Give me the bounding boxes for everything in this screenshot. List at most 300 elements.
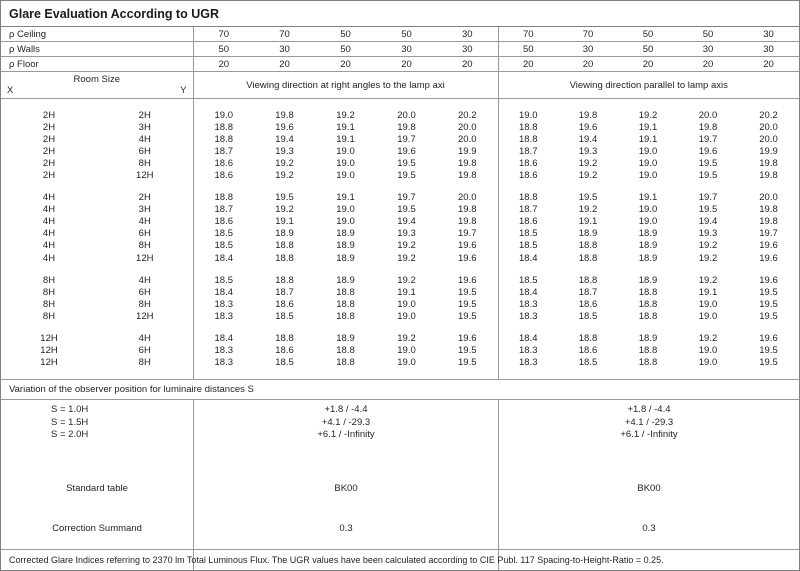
row-y: 6H bbox=[138, 228, 151, 240]
table-row bbox=[1, 345, 799, 357]
cell-right-0: 18.3 bbox=[498, 345, 558, 357]
cell-left-3: 19.6 bbox=[397, 145, 416, 157]
cell-right-1: 19.2 bbox=[578, 157, 598, 169]
spacer-row-bottom bbox=[1, 369, 799, 379]
cell-left-0: 18.7 bbox=[193, 204, 254, 216]
cell-right-4: 19.8 bbox=[759, 170, 778, 182]
table-row bbox=[1, 333, 799, 345]
cell-right-1: 19.3 bbox=[578, 145, 598, 157]
cell-right-3: 19.8 bbox=[698, 121, 718, 133]
cell-right-4: 19.8 bbox=[759, 204, 778, 216]
row-x: 4H bbox=[42, 240, 56, 252]
cell-right-0: 18.4 bbox=[498, 286, 558, 298]
rho-floor-8: 20 bbox=[678, 57, 738, 72]
cell-left-1: 19.2 bbox=[275, 204, 294, 216]
cell-left-2: 19.2 bbox=[336, 109, 355, 121]
rho-walls-6: 30 bbox=[558, 42, 618, 57]
cell-right-2: 18.8 bbox=[638, 345, 658, 357]
row-y: 4H bbox=[138, 216, 151, 228]
cell-left-2: 19.0 bbox=[336, 145, 355, 157]
cell-left-2: 19.1 bbox=[336, 192, 355, 204]
variation-right-1: +4.1 / -29.3 bbox=[624, 416, 674, 428]
variation-label-2: S = 2.0H bbox=[51, 429, 89, 441]
title-bar bbox=[1, 1, 799, 27]
row-x: 12H bbox=[40, 333, 58, 345]
row-y: 6H bbox=[138, 345, 151, 357]
cell-right-1: 19.5 bbox=[578, 192, 598, 204]
row-group-gap bbox=[1, 182, 799, 192]
rho-walls-7: 50 bbox=[618, 42, 678, 57]
cell-left-3: 19.1 bbox=[397, 286, 416, 298]
cell-left-0: 18.5 bbox=[193, 274, 254, 286]
cell-left-2: 19.0 bbox=[336, 216, 355, 228]
cell-right-3: 19.5 bbox=[698, 170, 718, 182]
cell-left-1: 19.6 bbox=[275, 121, 294, 133]
cell-right-4: 20.0 bbox=[759, 133, 778, 145]
cell-right-4: 20.0 bbox=[759, 192, 778, 204]
rho-floor-1: 20 bbox=[254, 57, 315, 72]
ugr-table bbox=[1, 27, 799, 380]
row-x: 4H bbox=[42, 216, 56, 228]
variation-values-perpendicular bbox=[193, 400, 498, 446]
row-y: 8H bbox=[138, 357, 151, 369]
cell-left-3: 19.3 bbox=[397, 228, 416, 240]
cell-right-1: 19.1 bbox=[578, 216, 598, 228]
cell-right-1: 19.8 bbox=[578, 109, 598, 121]
cell-left-3: 19.2 bbox=[397, 274, 416, 286]
cell-left-3: 19.2 bbox=[397, 240, 416, 252]
cell-right-0: 18.4 bbox=[498, 252, 558, 264]
cell-left-4: 19.5 bbox=[458, 286, 477, 298]
cell-left-3: 19.2 bbox=[397, 252, 416, 264]
rho-ceiling-3: 50 bbox=[376, 27, 437, 42]
cell-right-4: 20.0 bbox=[759, 121, 778, 133]
rho-floor-2: 20 bbox=[315, 57, 376, 72]
cell-right-2: 18.9 bbox=[638, 240, 658, 252]
rho-floor-6: 20 bbox=[558, 57, 618, 72]
cell-left-2: 19.1 bbox=[336, 133, 355, 145]
rho-walls-2: 50 bbox=[315, 42, 376, 57]
x-header: X bbox=[7, 85, 14, 97]
rho-walls-3: 30 bbox=[376, 42, 437, 57]
standard-table-right: BK00 bbox=[498, 446, 799, 494]
cell-left-0: 18.3 bbox=[193, 345, 254, 357]
variation-values-parallel bbox=[498, 400, 799, 446]
row-y: 4H bbox=[138, 133, 151, 145]
cell-right-2: 18.8 bbox=[638, 310, 658, 322]
cell-right-4: 19.8 bbox=[759, 157, 778, 169]
cell-right-4: 19.6 bbox=[759, 333, 778, 345]
variation-left-0: +1.8 / -4.4 bbox=[324, 403, 368, 415]
cell-left-3: 19.5 bbox=[397, 157, 416, 169]
row-x: 12H bbox=[40, 357, 58, 369]
rho-floor-5: 20 bbox=[498, 57, 558, 72]
rho-ceiling-7: 50 bbox=[618, 27, 678, 42]
cell-left-0: 18.5 bbox=[193, 228, 254, 240]
cell-right-2: 19.1 bbox=[638, 192, 658, 204]
row-y: 4H bbox=[138, 333, 151, 345]
row-y: 8H bbox=[138, 240, 151, 252]
cell-right-1: 18.6 bbox=[578, 345, 598, 357]
cell-left-2: 18.8 bbox=[336, 310, 355, 322]
room-size-header bbox=[1, 72, 193, 99]
cell-left-0: 18.4 bbox=[193, 252, 254, 264]
cell-left-1: 18.8 bbox=[275, 240, 294, 252]
cell-left-4: 20.0 bbox=[458, 121, 477, 133]
row-x: 4H bbox=[42, 204, 56, 216]
row-x: 2H bbox=[42, 170, 56, 182]
cell-right-0: 18.3 bbox=[498, 298, 558, 310]
cell-right-1: 18.9 bbox=[578, 228, 598, 240]
rho-floor-0: 20 bbox=[193, 57, 254, 72]
cell-right-0: 18.8 bbox=[498, 121, 558, 133]
cell-left-3: 19.5 bbox=[397, 204, 416, 216]
variation-left-2: +6.1 / -Infinity bbox=[317, 429, 375, 441]
cell-right-4: 19.6 bbox=[759, 240, 778, 252]
rho-walls-5: 50 bbox=[498, 42, 558, 57]
rho-walls-8: 30 bbox=[678, 42, 738, 57]
correction-summand-label: Correction Summand bbox=[52, 523, 142, 535]
cell-left-3: 19.7 bbox=[397, 192, 416, 204]
cell-left-1: 18.5 bbox=[275, 310, 294, 322]
cell-right-0: 18.6 bbox=[498, 216, 558, 228]
cell-left-2: 19.0 bbox=[336, 204, 355, 216]
cell-right-1: 18.8 bbox=[578, 252, 598, 264]
cell-right-0: 18.7 bbox=[498, 145, 558, 157]
cell-right-3: 19.2 bbox=[698, 333, 718, 345]
cell-left-0: 18.8 bbox=[193, 192, 254, 204]
cell-left-3: 20.0 bbox=[397, 109, 416, 121]
row-x: 2H bbox=[42, 157, 56, 169]
cell-right-2: 18.9 bbox=[638, 333, 658, 345]
cell-left-2: 18.8 bbox=[336, 357, 355, 369]
cell-right-1: 18.8 bbox=[578, 274, 598, 286]
cell-left-0: 18.6 bbox=[193, 157, 254, 169]
cell-left-4: 19.6 bbox=[458, 252, 477, 264]
cell-left-4: 19.9 bbox=[458, 145, 477, 157]
row-y: 12H bbox=[136, 170, 154, 182]
row-x: 2H bbox=[42, 145, 56, 157]
cell-right-3: 19.5 bbox=[698, 204, 718, 216]
table-row bbox=[1, 252, 799, 264]
rho-ceiling-label: ρ Ceiling bbox=[1, 27, 193, 42]
table-row bbox=[1, 192, 799, 204]
table-row bbox=[1, 298, 799, 310]
rho-ceiling-5: 70 bbox=[498, 27, 558, 42]
table-row bbox=[1, 274, 799, 286]
cell-left-2: 18.8 bbox=[336, 286, 355, 298]
direction-perpendicular-header: Viewing direction at right angles to the lamp axi bbox=[193, 72, 498, 99]
cell-left-4: 19.5 bbox=[458, 310, 477, 322]
cell-left-4: 19.8 bbox=[458, 157, 477, 169]
cell-left-4: 19.8 bbox=[458, 170, 477, 182]
table-row bbox=[1, 286, 799, 298]
cell-left-2: 19.0 bbox=[336, 170, 355, 182]
rho-walls-row bbox=[1, 42, 799, 57]
table-row bbox=[1, 109, 799, 121]
cell-left-3: 19.0 bbox=[397, 310, 416, 322]
cell-right-2: 19.0 bbox=[638, 145, 658, 157]
cell-left-4: 20.0 bbox=[458, 133, 477, 145]
cell-left-2: 19.1 bbox=[336, 121, 355, 133]
rho-walls-1: 30 bbox=[254, 42, 315, 57]
row-x: 2H bbox=[42, 109, 56, 121]
row-y: 3H bbox=[138, 204, 151, 216]
rho-walls-label: ρ Walls bbox=[1, 42, 193, 57]
row-y: 6H bbox=[138, 286, 151, 298]
cell-left-3: 19.8 bbox=[397, 121, 416, 133]
cell-right-4: 19.8 bbox=[759, 216, 778, 228]
cell-left-2: 18.9 bbox=[336, 240, 355, 252]
cell-right-1: 18.8 bbox=[578, 240, 598, 252]
rho-floor-row bbox=[1, 57, 799, 72]
table-row bbox=[1, 121, 799, 133]
row-group-gap bbox=[1, 323, 799, 333]
table-row bbox=[1, 169, 799, 181]
direction-parallel-header: Viewing direction parallel to lamp axis bbox=[498, 72, 799, 99]
cell-left-0: 18.3 bbox=[193, 357, 254, 369]
cell-right-3: 19.0 bbox=[698, 357, 718, 369]
cell-right-0: 18.6 bbox=[498, 169, 558, 181]
cell-left-1: 19.1 bbox=[275, 216, 294, 228]
row-y: 2H bbox=[138, 192, 151, 204]
cell-right-1: 18.7 bbox=[578, 286, 598, 298]
cell-right-4: 19.6 bbox=[759, 252, 778, 264]
cell-left-4: 19.5 bbox=[458, 345, 477, 357]
cell-right-2: 18.9 bbox=[638, 274, 658, 286]
cell-right-3: 19.4 bbox=[698, 216, 718, 228]
variation-label-1: S = 1.5H bbox=[51, 416, 89, 428]
cell-right-3: 19.0 bbox=[698, 298, 718, 310]
cell-right-0: 18.3 bbox=[498, 357, 558, 369]
cell-right-1: 18.8 bbox=[578, 333, 598, 345]
correction-summand-row bbox=[1, 494, 799, 534]
cell-right-3: 19.7 bbox=[698, 133, 718, 145]
row-x: 8H bbox=[42, 310, 56, 322]
cell-left-4: 19.5 bbox=[458, 357, 477, 369]
table-row bbox=[1, 228, 799, 240]
cell-right-1: 19.4 bbox=[578, 133, 598, 145]
cell-left-0: 18.4 bbox=[193, 333, 254, 345]
rho-ceiling-row bbox=[1, 27, 799, 42]
cell-left-1: 18.6 bbox=[275, 298, 294, 310]
cell-left-0: 18.8 bbox=[193, 121, 254, 133]
cell-right-2: 18.8 bbox=[638, 298, 658, 310]
cell-right-0: 19.0 bbox=[498, 109, 558, 121]
cell-left-3: 19.0 bbox=[397, 357, 416, 369]
cell-left-1: 18.8 bbox=[275, 274, 294, 286]
correction-summand-right: 0.3 bbox=[498, 494, 799, 534]
variation-label-0: S = 1.0H bbox=[51, 403, 89, 415]
row-y: 3H bbox=[138, 121, 151, 133]
rho-ceiling-9: 30 bbox=[738, 27, 799, 42]
cell-right-3: 19.1 bbox=[698, 286, 718, 298]
rho-ceiling-8: 50 bbox=[678, 27, 738, 42]
cell-right-2: 19.0 bbox=[638, 216, 658, 228]
cell-left-0: 19.0 bbox=[193, 109, 254, 121]
cell-right-1: 18.5 bbox=[578, 310, 598, 322]
row-x: 8H bbox=[42, 298, 56, 310]
cell-right-2: 19.0 bbox=[638, 170, 658, 182]
row-x: 4H bbox=[42, 252, 56, 264]
row-x: 12H bbox=[40, 345, 58, 357]
cell-left-4: 19.6 bbox=[458, 274, 477, 286]
cell-right-2: 18.9 bbox=[638, 252, 658, 264]
cell-left-1: 19.3 bbox=[275, 145, 294, 157]
cell-left-1: 18.5 bbox=[275, 357, 294, 369]
cell-right-4: 19.5 bbox=[759, 310, 778, 322]
row-x: 4H bbox=[42, 192, 56, 204]
table-row bbox=[1, 204, 799, 216]
y-header: Y bbox=[180, 85, 187, 97]
cell-right-1: 19.6 bbox=[578, 121, 598, 133]
cell-left-4: 19.8 bbox=[458, 216, 477, 228]
cell-right-2: 19.1 bbox=[638, 133, 658, 145]
bottom-note: Corrected Glare Indices referring to 2370 lm Total Luminous Flux. The UGR values have been calculated according to CIE Publ. 117 Spacing-to-Height-Ratio = 0.25. bbox=[1, 549, 799, 570]
rho-walls-4: 30 bbox=[437, 42, 498, 57]
cell-right-2: 18.8 bbox=[638, 286, 658, 298]
rho-walls-0: 50 bbox=[193, 42, 254, 57]
rho-floor-4: 20 bbox=[437, 57, 498, 72]
row-x: 8H bbox=[42, 274, 56, 286]
cell-left-0: 18.7 bbox=[193, 145, 254, 157]
cell-left-0: 18.3 bbox=[193, 310, 254, 322]
cell-right-3: 19.5 bbox=[698, 157, 718, 169]
cell-right-3: 19.0 bbox=[698, 345, 718, 357]
cell-left-0: 18.4 bbox=[193, 286, 254, 298]
table-row bbox=[1, 157, 799, 169]
rho-floor-3: 20 bbox=[376, 57, 437, 72]
row-y: 12H bbox=[136, 310, 154, 322]
cell-left-1: 19.8 bbox=[275, 109, 294, 121]
cell-left-3: 19.4 bbox=[397, 216, 416, 228]
cell-right-3: 19.3 bbox=[698, 228, 718, 240]
row-y: 8H bbox=[138, 298, 151, 310]
rho-ceiling-1: 70 bbox=[254, 27, 315, 42]
cell-left-2: 18.9 bbox=[336, 228, 355, 240]
cell-left-2: 18.9 bbox=[336, 252, 355, 264]
cell-right-1: 18.6 bbox=[578, 298, 598, 310]
cell-left-4: 19.7 bbox=[458, 228, 477, 240]
cell-right-2: 19.1 bbox=[638, 121, 658, 133]
row-x: 4H bbox=[42, 228, 56, 240]
row-x: 2H bbox=[42, 121, 56, 133]
cell-left-0: 18.5 bbox=[193, 240, 254, 252]
variation-note: Variation of the observer position for luminaire distances S bbox=[1, 380, 799, 400]
cell-right-2: 19.0 bbox=[638, 204, 658, 216]
rho-ceiling-4: 30 bbox=[437, 27, 498, 42]
cell-right-3: 19.2 bbox=[698, 240, 718, 252]
rho-walls-9: 30 bbox=[738, 42, 799, 57]
cell-right-0: 18.3 bbox=[498, 310, 558, 322]
cell-right-4: 19.6 bbox=[759, 274, 778, 286]
spacer-row bbox=[1, 99, 799, 110]
cell-right-0: 18.5 bbox=[498, 228, 558, 240]
cell-left-0: 18.3 bbox=[193, 298, 254, 310]
cell-left-1: 19.2 bbox=[275, 157, 294, 169]
cell-right-1: 19.2 bbox=[578, 204, 598, 216]
cell-right-2: 18.8 bbox=[638, 357, 658, 369]
cell-right-0: 18.5 bbox=[498, 274, 558, 286]
cell-left-0: 18.6 bbox=[193, 169, 254, 181]
row-y: 4H bbox=[138, 274, 151, 286]
cell-left-4: 20.2 bbox=[458, 109, 477, 121]
cell-right-0: 18.5 bbox=[498, 240, 558, 252]
cell-right-2: 19.0 bbox=[638, 157, 658, 169]
cell-right-0: 18.7 bbox=[498, 204, 558, 216]
cell-left-3: 19.0 bbox=[397, 345, 416, 357]
row-x: 2H bbox=[42, 133, 56, 145]
cell-left-1: 18.8 bbox=[275, 252, 294, 264]
row-y: 6H bbox=[138, 145, 151, 157]
cell-left-0: 18.6 bbox=[193, 216, 254, 228]
cell-right-3: 19.7 bbox=[698, 192, 718, 204]
correction-summand-left: 0.3 bbox=[193, 494, 498, 534]
rho-ceiling-2: 50 bbox=[315, 27, 376, 42]
cell-right-0: 18.6 bbox=[498, 157, 558, 169]
cell-right-3: 19.0 bbox=[698, 310, 718, 322]
rho-ceiling-0: 70 bbox=[193, 27, 254, 42]
rho-floor-label: ρ Floor bbox=[1, 57, 193, 72]
cell-left-2: 18.9 bbox=[336, 333, 355, 345]
cell-right-0: 18.8 bbox=[498, 192, 558, 204]
table-row bbox=[1, 310, 799, 322]
variation-right-0: +1.8 / -4.4 bbox=[627, 403, 671, 415]
page-title: Glare Evaluation According to UGR bbox=[9, 6, 219, 21]
cell-right-4: 19.5 bbox=[759, 298, 778, 310]
cell-left-1: 19.4 bbox=[275, 133, 294, 145]
standard-table-left: BK00 bbox=[193, 446, 498, 494]
table-row bbox=[1, 357, 799, 369]
variation-left-1: +4.1 / -29.3 bbox=[321, 416, 371, 428]
cell-left-1: 19.5 bbox=[275, 192, 294, 204]
rho-ceiling-6: 70 bbox=[558, 27, 618, 42]
cell-left-2: 19.0 bbox=[336, 157, 355, 169]
row-y: 8H bbox=[138, 157, 151, 169]
cell-left-2: 18.9 bbox=[336, 274, 355, 286]
cell-right-1: 19.2 bbox=[578, 170, 598, 182]
cell-right-4: 19.7 bbox=[759, 228, 778, 240]
cell-left-4: 19.8 bbox=[458, 204, 477, 216]
cell-right-4: 19.5 bbox=[759, 357, 778, 369]
section-header-row bbox=[1, 72, 799, 99]
rho-floor-7: 20 bbox=[618, 57, 678, 72]
cell-left-1: 18.6 bbox=[275, 345, 294, 357]
ugr-rows bbox=[1, 109, 799, 369]
cell-left-3: 19.7 bbox=[397, 133, 416, 145]
table-row bbox=[1, 133, 799, 145]
cell-left-0: 18.8 bbox=[193, 133, 254, 145]
cell-left-4: 19.6 bbox=[458, 333, 477, 345]
table-row bbox=[1, 216, 799, 228]
cell-right-0: 18.4 bbox=[498, 333, 558, 345]
cell-left-1: 18.8 bbox=[275, 333, 294, 345]
room-size-title: Room Size bbox=[73, 73, 120, 85]
cell-right-0: 18.8 bbox=[498, 133, 558, 145]
variation-block bbox=[1, 400, 799, 446]
row-y: 12H bbox=[136, 252, 154, 264]
cell-right-4: 20.2 bbox=[759, 109, 778, 121]
cell-left-2: 18.8 bbox=[336, 298, 355, 310]
variation-labels bbox=[1, 400, 193, 446]
cell-left-2: 18.8 bbox=[336, 345, 355, 357]
row-group-gap bbox=[1, 264, 799, 274]
cell-left-4: 19.6 bbox=[458, 240, 477, 252]
rho-floor-9: 20 bbox=[738, 57, 799, 72]
cell-left-3: 19.2 bbox=[397, 333, 416, 345]
cell-right-3: 19.2 bbox=[698, 252, 718, 264]
cell-left-1: 18.7 bbox=[275, 286, 294, 298]
